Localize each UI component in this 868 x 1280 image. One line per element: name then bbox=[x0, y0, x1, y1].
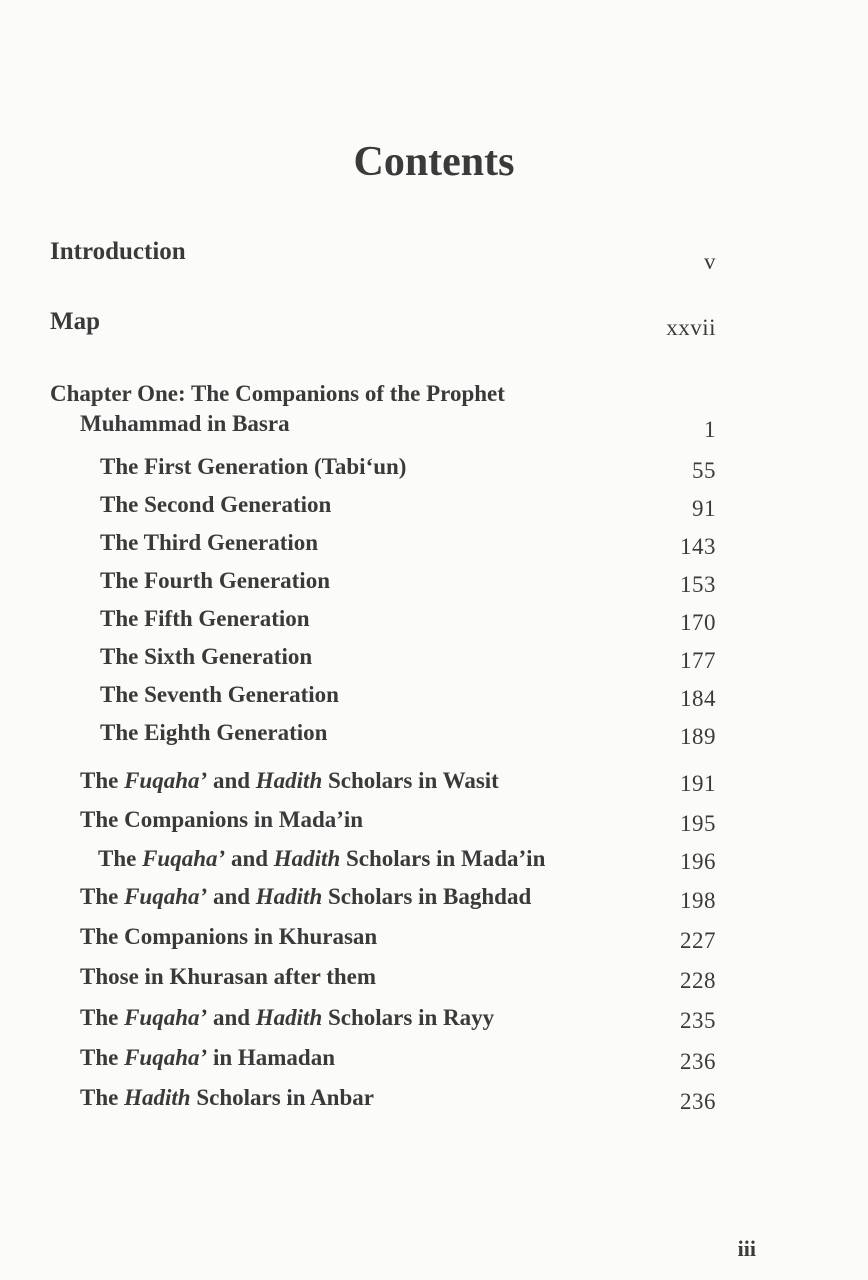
toc-entry-title bbox=[80, 964, 376, 990]
title-text: and bbox=[207, 884, 256, 909]
title-text: The bbox=[98, 846, 143, 871]
toc-entry-title bbox=[80, 1005, 494, 1031]
toc-entry-title bbox=[80, 807, 363, 833]
title-text: Chapter One: The Companions of the Prophet bbox=[50, 381, 505, 406]
title-text: Scholars in Mada’in bbox=[340, 846, 546, 871]
toc-entry bbox=[0, 1085, 868, 1128]
toc-entry-title bbox=[100, 530, 318, 556]
italic-term: Hadith bbox=[255, 768, 323, 793]
italic-term: Fuqaha’ bbox=[142, 846, 226, 871]
title-text: Map bbox=[50, 308, 100, 335]
toc-entry-title bbox=[100, 682, 339, 708]
toc-entry-title bbox=[100, 606, 310, 632]
title-text: Muhammad in Basra bbox=[80, 411, 290, 436]
title-text: The Third Generation bbox=[100, 530, 319, 555]
toc-entry bbox=[0, 238, 868, 282]
page-title: Contents bbox=[353, 139, 515, 185]
toc-entry bbox=[0, 964, 868, 1007]
toc-entry-title bbox=[80, 924, 377, 950]
title-text: Scholars in Rayy bbox=[322, 1005, 495, 1030]
toc-entry-page: 153 bbox=[680, 572, 716, 597]
title-text: Introduction bbox=[50, 238, 186, 265]
italic-term: Hadith bbox=[255, 884, 323, 909]
toc-entry-page: 177 bbox=[680, 648, 716, 673]
toc-entry-page: 189 bbox=[680, 724, 716, 749]
toc-entry-title bbox=[50, 381, 505, 407]
title-text: in Hamadan bbox=[207, 1045, 336, 1070]
title-text: Scholars in Baghdad bbox=[322, 884, 532, 909]
title-text: The First Generation (Tabi‘un) bbox=[100, 454, 407, 479]
title-text: The Sixth Generation bbox=[100, 644, 313, 669]
toc-entry-title bbox=[80, 411, 290, 437]
toc-entry-page: 55 bbox=[692, 458, 716, 483]
title-text: The bbox=[80, 1005, 125, 1030]
toc-entry-page: 236 bbox=[680, 1049, 716, 1074]
page-number: iii bbox=[737, 1236, 756, 1261]
toc-entry-page: v bbox=[704, 249, 716, 274]
toc-entry-page: 184 bbox=[680, 686, 716, 711]
toc-entry bbox=[0, 308, 868, 352]
toc-entry-page: 143 bbox=[680, 534, 716, 559]
toc-entry bbox=[0, 1045, 868, 1088]
toc-entry-title bbox=[100, 492, 331, 518]
toc-entry-title bbox=[80, 1085, 374, 1111]
toc-entry-title bbox=[100, 720, 327, 746]
toc-entry-page: 235 bbox=[680, 1008, 716, 1033]
title-text: Scholars in Wasit bbox=[322, 768, 499, 793]
title-text: The Companions in Mada’in bbox=[80, 807, 364, 832]
title-text: The bbox=[80, 1085, 125, 1110]
italic-term: Fuqaha’ bbox=[124, 884, 208, 909]
toc-entry-page: 195 bbox=[680, 811, 716, 836]
toc-entry-page: 1 bbox=[704, 417, 716, 442]
title-text: The bbox=[80, 1045, 125, 1070]
title-text: The bbox=[80, 768, 125, 793]
toc-entry bbox=[0, 1005, 868, 1048]
toc-entry-page: 198 bbox=[680, 888, 716, 913]
toc-entry-title bbox=[80, 884, 531, 910]
title-text: The bbox=[80, 884, 125, 909]
italic-term: Hadith bbox=[124, 1085, 191, 1110]
toc-entry bbox=[0, 924, 868, 967]
toc-entry bbox=[0, 884, 868, 927]
toc-entry-title bbox=[50, 308, 100, 336]
toc-entry-page: 91 bbox=[692, 496, 716, 521]
title-text: The Seventh Generation bbox=[100, 682, 339, 707]
toc-entry-title bbox=[80, 768, 499, 794]
toc-entry-page: xxvii bbox=[666, 315, 716, 340]
toc-entry bbox=[0, 411, 868, 454]
italic-term: Fuqaha’ bbox=[124, 1045, 208, 1070]
toc-entry bbox=[0, 720, 868, 763]
toc-entry-page: 236 bbox=[680, 1089, 716, 1114]
title-text: The Companions in Khurasan bbox=[80, 924, 378, 949]
title-text: and bbox=[225, 846, 274, 871]
toc-entry-title bbox=[100, 568, 330, 594]
toc-entry-page: 228 bbox=[680, 968, 716, 993]
title-text: Those in Khurasan after them bbox=[80, 964, 377, 989]
italic-term: Hadith bbox=[255, 1005, 323, 1030]
italic-term: Fuqaha’ bbox=[124, 1005, 208, 1030]
toc-entry-title bbox=[100, 644, 312, 670]
toc-entry-title bbox=[100, 454, 406, 480]
toc-entry-title bbox=[80, 1045, 335, 1071]
italic-term: Hadith bbox=[273, 846, 341, 871]
title-text: and bbox=[207, 1005, 256, 1030]
toc-entry-title bbox=[50, 238, 186, 266]
title-text: Scholars in Anbar bbox=[190, 1085, 374, 1110]
title-text: and bbox=[207, 768, 256, 793]
italic-term: Fuqaha’ bbox=[124, 768, 208, 793]
toc-entry-page: 196 bbox=[680, 849, 716, 874]
toc-entry-page: 227 bbox=[680, 928, 716, 953]
title-text: The Second Generation bbox=[100, 492, 332, 517]
toc-entry-page: 191 bbox=[680, 771, 716, 796]
title-text: The Eighth Generation bbox=[100, 720, 328, 745]
toc-entry-title bbox=[98, 846, 545, 872]
toc-entry-page: 170 bbox=[680, 610, 716, 635]
title-text: The Fifth Generation bbox=[100, 606, 310, 631]
title-text: The Fourth Generation bbox=[100, 568, 330, 593]
